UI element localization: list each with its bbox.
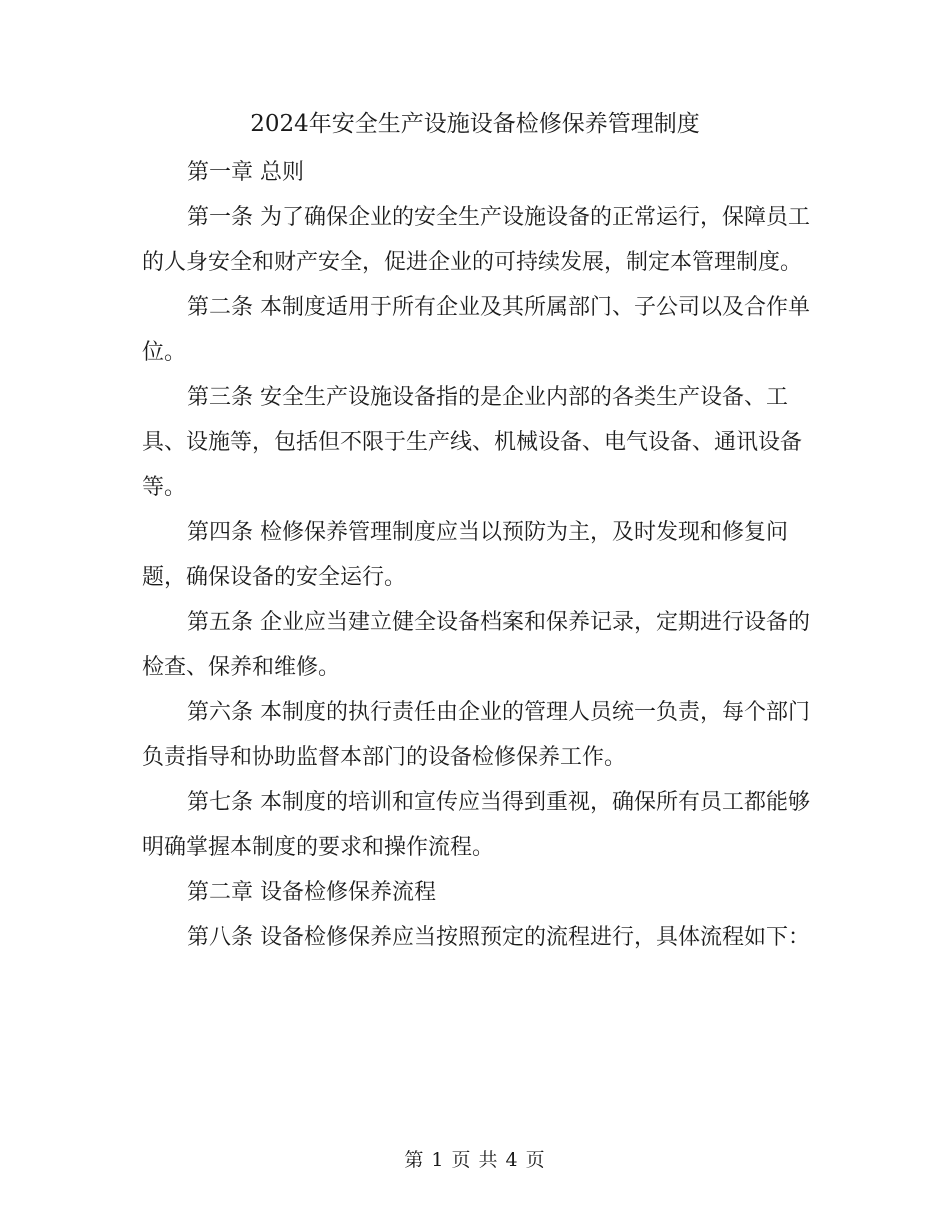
article-6: 第六条 本制度的执行责任由企业的管理人员统一负责，每个部门负责指导和协助监督本部门的设备检修保养工作。 (142, 700, 810, 770)
article-2: 第二条 本制度适用于所有企业及其所属部门、子公司以及合作单位。 (142, 295, 810, 365)
article-1: 第一条 为了确保企业的安全生产设施设备的正常运行，保障员工的人身安全和财产安全，促进企业的可持续发展，制定本管理制度。 (142, 205, 810, 275)
page-footer: 第 1 页 共 4 页 (404, 1149, 546, 1171)
document-body (142, 150, 812, 960)
chapter-heading-1: 第一章 总则 (187, 160, 304, 185)
article-7: 第七条 本制度的培训和宣传应当得到重视，确保所有员工都能够明确掌握本制度的要求和操作流程。 (142, 790, 810, 860)
document-title: 2024年安全生产设施设备检修保养管理制度 (250, 111, 700, 137)
article-8: 第八条 设备检修保养应当按照预定的流程进行，具体流程如下： (187, 925, 810, 950)
article-3: 第三条 安全生产设施设备指的是企业内部的各类生产设备、工具、设施等，包括但不限于生产线、机械设备、电气设备、通讯设备等。 (142, 385, 803, 500)
article-4: 第四条 检修保养管理制度应当以预防为主，及时发现和修复问题，确保设备的安全运行。 (142, 520, 788, 590)
article-5: 第五条 企业应当建立健全设备档案和保养记录，定期进行设备的检查、保养和维修。 (142, 610, 810, 680)
chapter-heading-2: 第二章 设备检修保养流程 (187, 880, 436, 905)
